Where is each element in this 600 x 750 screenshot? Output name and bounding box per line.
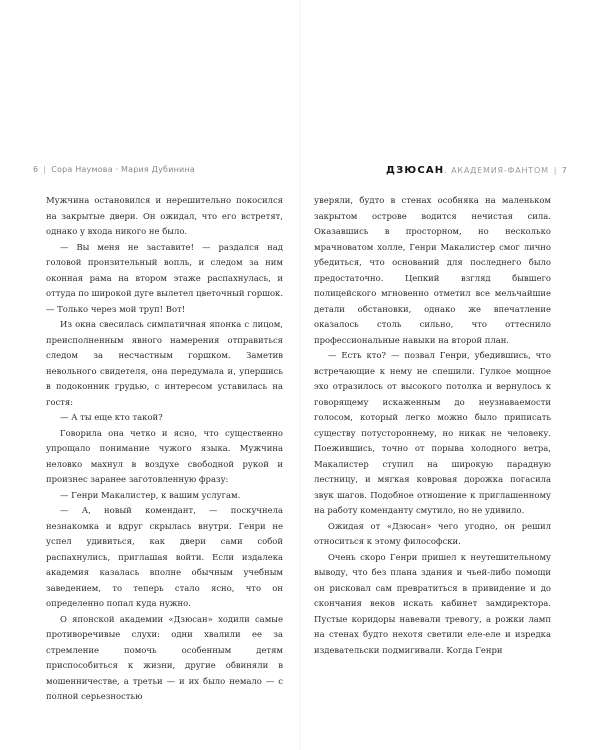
- paragraph: — А ты еще кто такой?: [60, 412, 163, 422]
- left-page-header: [33, 165, 195, 174]
- paragraph: уверяли, будто в стенах особняка на маленьком закрытом острове водится нечистая сила. Оказавшись в просторном, но несколько мрачноватом холле, Генри Макалистер смог лично убедиться, что оснований для последнего было предостаточно. Цепкий взгляд бывшего полицейского мгновенно отметил все мельчайшие детали обстановки, однако же впечатление оказалось столь сильно, что оттеснило профессиональные навыки на второй план.: [314, 195, 551, 345]
- paragraph: — А, новый комендант, — поскучнела незнакомка и вдруг скрылась внутри. Генри не успел удивиться, как двери сами собой распахнулись, приглашая войти. Если издалека академия казалась вполне обычным учебным заведением, то теперь стало ясно, что он определенно попал куда нужно.: [46, 505, 283, 608]
- header-separator: |: [553, 166, 557, 175]
- paragraph: — Есть кто? — позвал Генри, убедившись, что встречающие к нему не спешили. Гулкое мощное эхо отразилось от высокого потолка и вернулось к говорящему искаженным до неузнаваемости голосом, который легко можно было приписать существу потустороннему, но никак не человеку. Поежившись, точно от порыва холодного ветра, Макалистер ступил на широкую парадную лестницу, и мягкая ковровая дорожка погасила звук шагов. Подобное отношение к приглашенному на работу коменданту смутило, но не удивило.: [314, 350, 551, 515]
- right-page-text: [314, 193, 551, 658]
- paragraph: — Генри Макалистер, к вашим услугам.: [60, 489, 241, 500]
- paragraph: — Вы меня не заставите! — раздался над головой пронзительный вопль, и следом за ним оконная рама на втором этаже распахнулась, и оттуда по широкой дуге вылетел цветочный горшок. — Только через мой труп! Вот!: [46, 241, 283, 314]
- right-page-header: [386, 165, 567, 176]
- paragraph: Ожидая от «Дзюсан» чего угодно, он решил относиться к этому философски.: [314, 520, 551, 546]
- header-separator: |: [43, 165, 47, 174]
- left-header-authors: Сора Наумова · Мария Дубинина: [51, 165, 195, 174]
- left-page-text: [46, 193, 283, 705]
- header-brand-title: ДЗЮСАН: [385, 165, 445, 176]
- paragraph: Говорила она четко и ясно, что существенно упрощало понимание чужого языка. Мужчина неловко махнул в воздухе свободной рукой и произнес заранее заготовленную фразу:: [46, 427, 283, 484]
- right-page-number: 7: [561, 166, 567, 175]
- paragraph: Мужчина остановился и нерешительно покосился на закрытые двери. Он ожидал, что его встретят, однако у входа никого не было.: [46, 195, 283, 236]
- page-gutter: [299, 0, 301, 750]
- left-page-number: 6: [33, 165, 39, 174]
- paragraph: Очень скоро Генри пришел к неутешительному выводу, что без плана здания и чьей-либо помощи он рисковал сам превратиться в привидение и до скончания веков искать кабинет замдиректора. Пустые коридоры навевали тревогу, а рожки ламп на стенах будто нехотя светили еле-еле и изредка издевательски подмигивали. Когда Генри: [314, 551, 551, 655]
- paragraph: Из окна свесилась симпатичная японка с лицом, преисполненным явного намерения отправиться следом за несчастным горшком. Заметив невольного свидетеля, она передумала и, упершись в подоконник грудью, с интересом уставилась на гостя:: [46, 319, 283, 407]
- paragraph: О японской академии «Дзюсан» ходили самые противоречивые слухи: одни хвалили ее за стремление помочь особенным детям приспособиться к жизни, другие обвиняли в мошенничестве, а третьи — и их было немало — с полной серьезностью: [46, 613, 283, 701]
- header-subtitle: . АКАДЕМИЯ-ФАНТОМ: [444, 166, 549, 175]
